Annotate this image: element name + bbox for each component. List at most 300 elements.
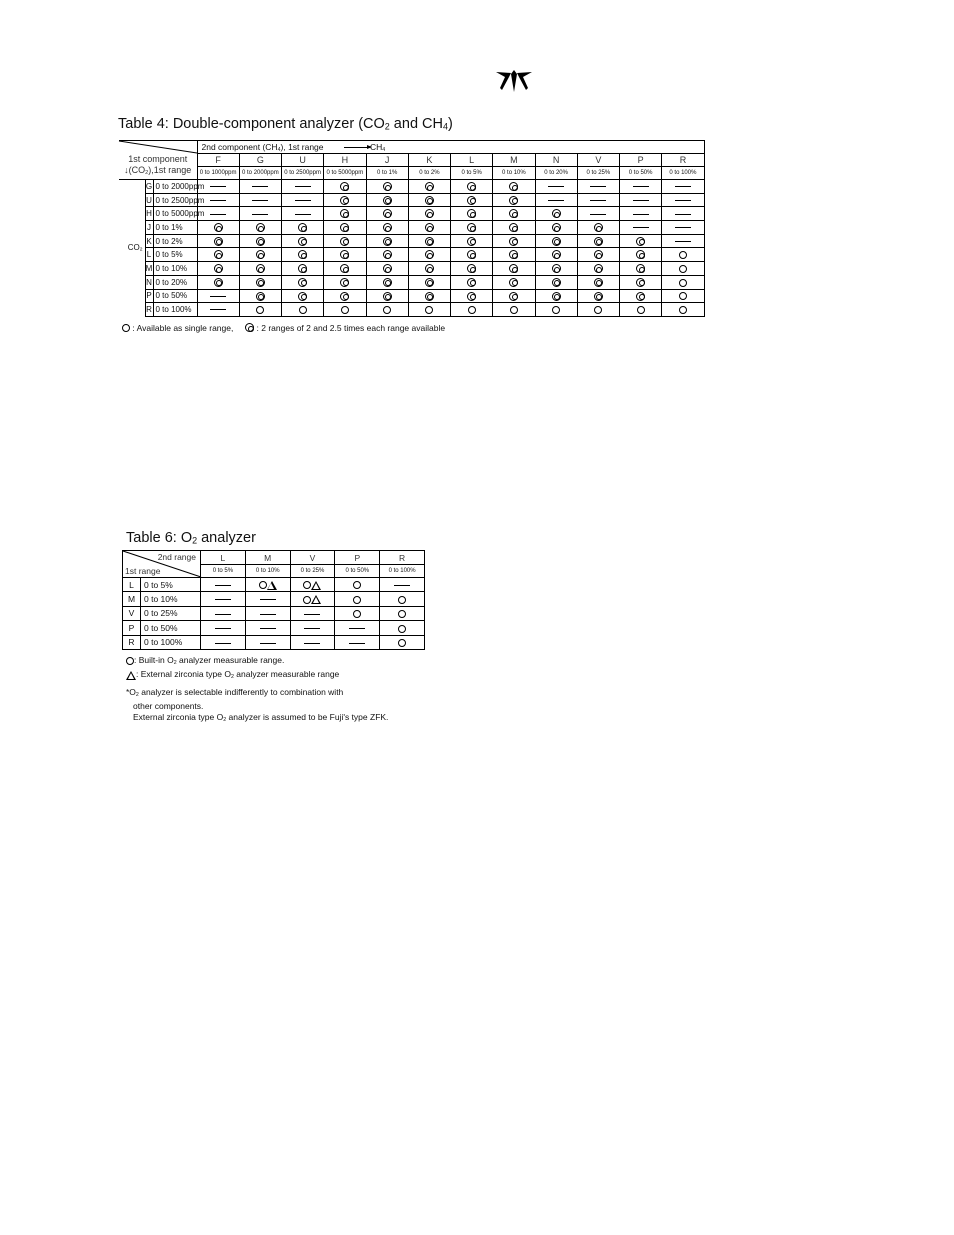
table-cell bbox=[408, 221, 450, 235]
table-cell bbox=[408, 303, 450, 317]
double-circle-icon bbox=[509, 182, 518, 191]
column-range: 0 to 100% bbox=[380, 565, 425, 578]
single-circle-icon bbox=[341, 306, 349, 314]
single-circle-icon bbox=[679, 292, 687, 300]
row-code: R bbox=[123, 635, 141, 649]
dash-icon bbox=[304, 628, 320, 629]
double-circle-icon bbox=[552, 264, 561, 273]
dash-icon bbox=[304, 614, 320, 615]
table6-title: Table 6: $O_2$ analyzer bbox=[126, 530, 256, 546]
table-cell bbox=[335, 592, 380, 606]
double-circle-icon bbox=[552, 292, 561, 301]
dash-icon bbox=[260, 628, 276, 629]
double-circle-icon bbox=[594, 278, 603, 287]
double-circle-icon bbox=[298, 264, 307, 273]
right-arrow-icon bbox=[344, 147, 370, 148]
table-cell bbox=[662, 248, 704, 262]
table-cell bbox=[535, 248, 577, 262]
single-circle-icon bbox=[594, 306, 602, 314]
single-circle-icon bbox=[383, 306, 391, 314]
table-cell bbox=[282, 303, 324, 317]
table-cell bbox=[245, 578, 290, 592]
table-cell bbox=[366, 234, 408, 248]
dash-icon bbox=[349, 643, 365, 644]
double-circle-icon bbox=[214, 237, 223, 246]
double-circle-icon bbox=[509, 209, 518, 218]
group-label bbox=[119, 180, 145, 317]
single-circle-icon bbox=[679, 251, 687, 259]
table-cell bbox=[493, 180, 535, 194]
table-cell bbox=[282, 275, 324, 289]
column-range: 0 to 50% bbox=[335, 565, 380, 578]
double-circle-icon bbox=[298, 250, 307, 259]
table-cell bbox=[380, 592, 425, 606]
double-circle-icon bbox=[594, 250, 603, 259]
double-circle-icon bbox=[298, 292, 307, 301]
table-cell bbox=[335, 621, 380, 635]
dash-icon bbox=[210, 200, 226, 201]
table-cell bbox=[239, 248, 281, 262]
dash-icon bbox=[215, 643, 231, 644]
double-circle-icon bbox=[340, 223, 349, 232]
double-circle-icon bbox=[383, 250, 392, 259]
column-range: 0 to 2000ppm bbox=[239, 167, 281, 180]
table-cell bbox=[201, 621, 246, 635]
dash-icon bbox=[215, 614, 231, 615]
double-circle-icon bbox=[594, 292, 603, 301]
table-cell bbox=[451, 193, 493, 207]
column-range: 0 to 25% bbox=[577, 167, 619, 180]
dash-icon bbox=[633, 214, 649, 215]
table4-title: Table 4: Double-component analyzer ($CO_2$ and $CH_4$) bbox=[118, 116, 453, 132]
table-cell bbox=[451, 303, 493, 317]
row-code: R bbox=[145, 303, 153, 317]
table-cell bbox=[577, 262, 619, 276]
dash-icon bbox=[260, 614, 276, 615]
dash-icon bbox=[675, 241, 691, 242]
column-code: P bbox=[335, 551, 380, 565]
single-circle-icon bbox=[637, 306, 645, 314]
row-range: 0 to 2% bbox=[153, 234, 197, 248]
table-cell bbox=[201, 578, 246, 592]
single-circle-icon bbox=[126, 657, 134, 665]
row-code: H bbox=[145, 207, 153, 221]
table-cell bbox=[197, 262, 239, 276]
table-cell bbox=[197, 303, 239, 317]
table-cell bbox=[335, 606, 380, 620]
column-code: R bbox=[380, 551, 425, 565]
table4-header-gas: $CH_4$ bbox=[366, 141, 704, 154]
table-cell bbox=[282, 248, 324, 262]
table-cell bbox=[408, 248, 450, 262]
column-code: U bbox=[282, 154, 324, 167]
row-code: V bbox=[123, 606, 141, 620]
table-cell bbox=[620, 193, 662, 207]
table4-header-1st: 1st component $↓(CO_2),1st$ range bbox=[119, 154, 197, 180]
table-cell bbox=[197, 221, 239, 235]
group-label-sub: 2 bbox=[139, 248, 143, 254]
single-circle-icon bbox=[398, 610, 406, 618]
double-circle-icon bbox=[636, 292, 645, 301]
dash-icon bbox=[349, 628, 365, 629]
table-cell bbox=[620, 234, 662, 248]
table-cell bbox=[535, 262, 577, 276]
double-circle-icon bbox=[383, 196, 392, 205]
group-label-text: CO bbox=[127, 243, 140, 253]
table-row bbox=[119, 275, 704, 289]
table-cell bbox=[577, 193, 619, 207]
column-code: R bbox=[662, 154, 704, 167]
column-range: 0 to 100% bbox=[662, 167, 704, 180]
column-code: V bbox=[290, 551, 335, 565]
table-cell bbox=[577, 180, 619, 194]
dash-icon bbox=[548, 186, 564, 187]
dash-icon bbox=[633, 200, 649, 201]
double-circle-icon bbox=[340, 264, 349, 273]
row-range: 0 to 2500ppm bbox=[153, 193, 197, 207]
single-circle-icon bbox=[256, 306, 264, 314]
row-range: 0 to 10% bbox=[141, 592, 201, 606]
double-circle-icon bbox=[214, 250, 223, 259]
double-circle-icon bbox=[425, 264, 434, 273]
table-cell bbox=[493, 262, 535, 276]
double-circle-icon bbox=[467, 196, 476, 205]
double-circle-icon bbox=[340, 292, 349, 301]
table4-header-2nd: 2nd component $(CH_4)$, 1st range bbox=[197, 141, 366, 154]
row-code: K bbox=[145, 234, 153, 248]
single-circle-icon bbox=[679, 265, 687, 273]
double-circle-icon bbox=[636, 264, 645, 273]
triangle-icon bbox=[267, 581, 277, 590]
double-circle-icon bbox=[214, 223, 223, 232]
table-cell bbox=[451, 275, 493, 289]
double-circle-icon bbox=[594, 223, 603, 232]
column-range: 0 to 25% bbox=[290, 565, 335, 578]
double-circle-icon bbox=[245, 323, 254, 332]
row-range: 0 to 10% bbox=[153, 262, 197, 276]
table-cell bbox=[535, 234, 577, 248]
double-circle-icon bbox=[214, 278, 223, 287]
table-cell bbox=[366, 303, 408, 317]
table-cell bbox=[620, 221, 662, 235]
table-cell bbox=[535, 275, 577, 289]
double-circle-icon bbox=[340, 182, 349, 191]
table-cell bbox=[662, 221, 704, 235]
table-cell bbox=[290, 578, 335, 592]
column-code: H bbox=[324, 154, 366, 167]
table-cell bbox=[201, 635, 246, 649]
table-cell bbox=[197, 248, 239, 262]
table-cell bbox=[335, 578, 380, 592]
double-circle-icon bbox=[256, 292, 265, 301]
row-code: J bbox=[145, 221, 153, 235]
table-cell bbox=[493, 193, 535, 207]
double-circle-icon bbox=[467, 250, 476, 259]
row-range: 0 to 5% bbox=[141, 578, 201, 592]
single-circle-icon bbox=[398, 625, 406, 633]
column-range: 0 to 5000ppm bbox=[324, 167, 366, 180]
corner-diagonal bbox=[119, 141, 197, 179]
table-cell bbox=[324, 234, 366, 248]
table4-corner bbox=[119, 141, 197, 154]
single-circle-icon bbox=[510, 306, 518, 314]
double-circle-icon bbox=[509, 264, 518, 273]
dash-icon bbox=[215, 599, 231, 600]
row-code: M bbox=[123, 592, 141, 606]
table4-legend: : Available as single range, : 2 ranges of 2 and 2.5 times each range available bbox=[122, 322, 445, 333]
table6-header-2nd: 2nd range bbox=[157, 552, 196, 562]
table-cell bbox=[577, 248, 619, 262]
single-circle-icon bbox=[679, 279, 687, 287]
double-circle-icon bbox=[636, 250, 645, 259]
double-circle-icon bbox=[552, 278, 561, 287]
double-circle-icon bbox=[467, 237, 476, 246]
double-circle-icon bbox=[552, 209, 561, 218]
table-cell bbox=[662, 234, 704, 248]
table-row bbox=[119, 207, 704, 221]
row-code: G bbox=[145, 180, 153, 194]
double-circle-icon bbox=[509, 237, 518, 246]
table-row bbox=[123, 578, 425, 592]
table-cell bbox=[245, 606, 290, 620]
single-circle-icon bbox=[353, 596, 361, 604]
table-cell bbox=[380, 635, 425, 649]
double-circle-icon bbox=[256, 223, 265, 232]
dash-icon bbox=[215, 585, 231, 586]
single-circle-icon bbox=[353, 581, 361, 589]
table-cell bbox=[662, 289, 704, 303]
table-cell bbox=[620, 248, 662, 262]
table-row bbox=[123, 635, 425, 649]
double-circle-icon bbox=[383, 264, 392, 273]
table-row bbox=[119, 180, 704, 194]
table-cell bbox=[493, 221, 535, 235]
table-cell bbox=[577, 303, 619, 317]
double-circle-icon bbox=[425, 182, 434, 191]
triangle-icon bbox=[126, 671, 136, 680]
table-cell bbox=[662, 275, 704, 289]
table-cell bbox=[324, 221, 366, 235]
triangle-icon bbox=[311, 595, 321, 604]
double-circle-icon bbox=[383, 209, 392, 218]
dash-icon bbox=[633, 186, 649, 187]
double-circle-icon bbox=[214, 264, 223, 273]
table-row bbox=[119, 221, 704, 235]
double-circle-icon bbox=[467, 292, 476, 301]
double-circle-icon bbox=[467, 223, 476, 232]
table-cell bbox=[324, 207, 366, 221]
double-circle-icon bbox=[383, 182, 392, 191]
table-cell bbox=[239, 262, 281, 276]
dash-icon bbox=[210, 214, 226, 215]
row-range: 0 to 20% bbox=[153, 275, 197, 289]
double-circle-icon bbox=[425, 196, 434, 205]
double-circle-icon bbox=[383, 278, 392, 287]
table-row bbox=[119, 193, 704, 207]
double-circle-icon bbox=[594, 264, 603, 273]
single-circle-icon bbox=[398, 596, 406, 604]
dash-icon bbox=[675, 200, 691, 201]
table-cell bbox=[620, 180, 662, 194]
dash-icon bbox=[394, 585, 410, 586]
table-cell bbox=[493, 207, 535, 221]
double-circle-icon bbox=[256, 278, 265, 287]
dash-icon bbox=[675, 214, 691, 215]
double-circle-icon bbox=[425, 223, 434, 232]
column-code: L bbox=[451, 154, 493, 167]
table-cell bbox=[493, 303, 535, 317]
double-circle-icon bbox=[467, 264, 476, 273]
table-cell bbox=[662, 207, 704, 221]
table-row bbox=[119, 248, 704, 262]
table-cell bbox=[620, 275, 662, 289]
table-cell bbox=[380, 578, 425, 592]
table-cell bbox=[408, 193, 450, 207]
table6-notes: : Built-in $O_2$ analyzer measurable range. : External zirconia type $O_2$ analyzer measurable range $*O_2$ analyzer is selectable indifferently to combination with other components. External zirconia type $O_2$ analyzer is assumed to be Fuji's type ZFK. bbox=[126, 655, 389, 724]
dash-icon bbox=[590, 214, 606, 215]
double-circle-icon bbox=[552, 237, 561, 246]
table-cell bbox=[366, 221, 408, 235]
column-code: N bbox=[535, 154, 577, 167]
table-cell bbox=[535, 289, 577, 303]
row-range: 0 to 50% bbox=[153, 289, 197, 303]
table-cell bbox=[493, 289, 535, 303]
table-cell bbox=[245, 592, 290, 606]
single-circle-icon bbox=[353, 610, 361, 618]
column-code: K bbox=[408, 154, 450, 167]
table-cell bbox=[239, 193, 281, 207]
double-circle-icon bbox=[298, 223, 307, 232]
table-cell bbox=[290, 592, 335, 606]
table-cell bbox=[366, 193, 408, 207]
table-cell bbox=[380, 621, 425, 635]
table-cell bbox=[451, 207, 493, 221]
single-circle-icon bbox=[468, 306, 476, 314]
table-cell bbox=[290, 606, 335, 620]
double-circle-icon bbox=[509, 292, 518, 301]
table-cell bbox=[620, 303, 662, 317]
double-circle-icon bbox=[552, 250, 561, 259]
table-cell bbox=[620, 262, 662, 276]
table-cell bbox=[282, 180, 324, 194]
table-cell bbox=[282, 289, 324, 303]
double-circle-icon bbox=[383, 292, 392, 301]
column-code: M bbox=[493, 154, 535, 167]
column-code: M bbox=[245, 551, 290, 565]
table6-o2-analyzer bbox=[122, 550, 425, 650]
double-circle-icon bbox=[256, 264, 265, 273]
table-row bbox=[123, 592, 425, 606]
row-range: 0 to 5% bbox=[153, 248, 197, 262]
row-range: 0 to 25% bbox=[141, 606, 201, 620]
single-circle-icon bbox=[398, 639, 406, 647]
table-cell bbox=[451, 289, 493, 303]
column-code: V bbox=[577, 154, 619, 167]
double-circle-icon bbox=[425, 278, 434, 287]
dash-icon bbox=[210, 186, 226, 187]
dash-icon bbox=[252, 186, 268, 187]
table-cell bbox=[493, 275, 535, 289]
row-code: L bbox=[145, 248, 153, 262]
double-circle-icon bbox=[340, 196, 349, 205]
double-circle-icon bbox=[509, 250, 518, 259]
table-cell bbox=[408, 180, 450, 194]
double-circle-icon bbox=[509, 278, 518, 287]
table-row bbox=[123, 621, 425, 635]
table-cell bbox=[290, 635, 335, 649]
table-cell bbox=[408, 275, 450, 289]
table-cell bbox=[335, 635, 380, 649]
table-cell bbox=[239, 207, 281, 221]
triangle-icon bbox=[311, 581, 321, 590]
table-cell bbox=[408, 289, 450, 303]
double-circle-icon bbox=[425, 292, 434, 301]
table-cell bbox=[282, 262, 324, 276]
column-range: 0 to 20% bbox=[535, 167, 577, 180]
double-circle-icon bbox=[467, 182, 476, 191]
double-circle-icon bbox=[425, 237, 434, 246]
single-circle-icon bbox=[259, 581, 267, 589]
table6-corner bbox=[123, 551, 201, 578]
table-cell bbox=[380, 606, 425, 620]
column-range: 0 to 10% bbox=[493, 167, 535, 180]
double-circle-icon bbox=[467, 209, 476, 218]
dash-icon bbox=[215, 628, 231, 629]
table-row bbox=[119, 289, 704, 303]
table-cell bbox=[366, 207, 408, 221]
column-range: 0 to 10% bbox=[245, 565, 290, 578]
table-cell bbox=[324, 303, 366, 317]
table-cell bbox=[197, 234, 239, 248]
table-cell bbox=[451, 262, 493, 276]
table-cell bbox=[535, 180, 577, 194]
table-cell bbox=[324, 275, 366, 289]
table-cell bbox=[197, 289, 239, 303]
single-circle-icon bbox=[679, 306, 687, 314]
table-cell bbox=[662, 262, 704, 276]
dash-icon bbox=[590, 200, 606, 201]
dash-icon bbox=[252, 214, 268, 215]
table-cell bbox=[451, 248, 493, 262]
table-cell bbox=[620, 207, 662, 221]
column-range: 0 to 50% bbox=[620, 167, 662, 180]
single-circle-icon bbox=[303, 596, 311, 604]
double-circle-icon bbox=[340, 250, 349, 259]
table-row bbox=[119, 303, 704, 317]
table-cell bbox=[366, 262, 408, 276]
table-cell bbox=[577, 289, 619, 303]
table-cell bbox=[239, 275, 281, 289]
table-cell bbox=[324, 248, 366, 262]
dash-icon bbox=[590, 186, 606, 187]
table-cell bbox=[239, 234, 281, 248]
double-circle-icon bbox=[425, 250, 434, 259]
table-cell bbox=[324, 180, 366, 194]
double-circle-icon bbox=[256, 250, 265, 259]
column-range: 0 to 2% bbox=[408, 167, 450, 180]
row-range: 0 to 100% bbox=[153, 303, 197, 317]
dash-icon bbox=[295, 214, 311, 215]
table-cell bbox=[577, 275, 619, 289]
dash-icon bbox=[304, 643, 320, 644]
column-range: 0 to 2500ppm bbox=[282, 167, 324, 180]
table-cell bbox=[201, 606, 246, 620]
table-cell bbox=[239, 221, 281, 235]
table-cell bbox=[662, 180, 704, 194]
double-circle-icon bbox=[425, 209, 434, 218]
double-circle-icon bbox=[340, 278, 349, 287]
table-cell bbox=[282, 221, 324, 235]
